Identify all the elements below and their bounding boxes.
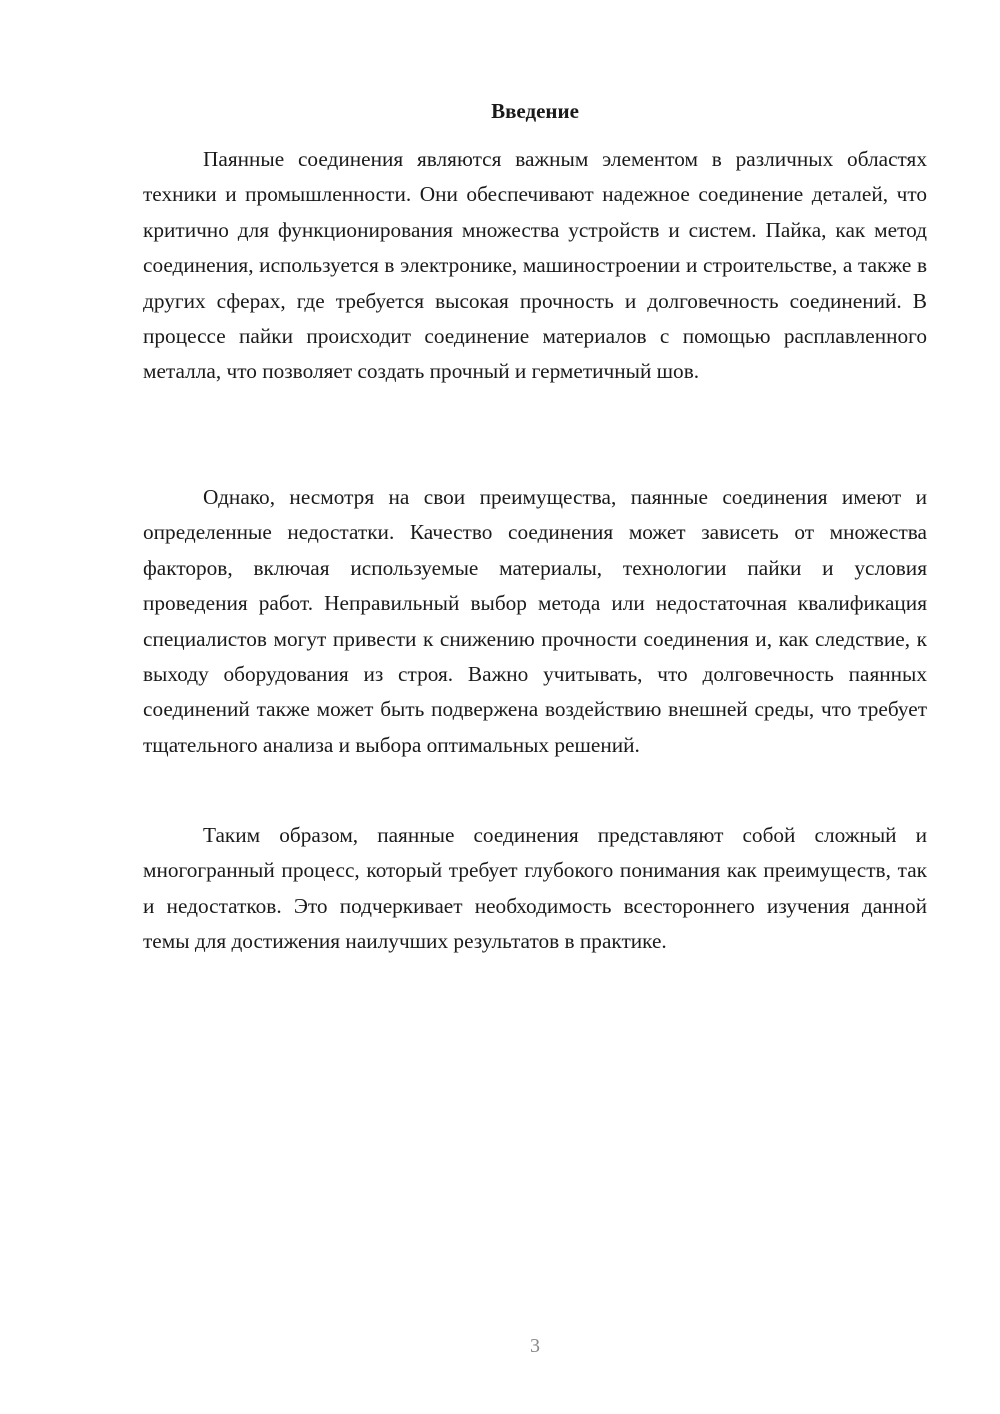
body-paragraph: Таким образом, паянные соединения представляют собой сложный и многогранный процесс, который требует глубокого понимания как преимуществ, так и недостатков. Это подчеркивает необходимость всестороннего изучения данной темы для достижения наилучших результатов в практике.: [143, 823, 927, 954]
body-paragraph: Паянные соединения являются важным элементом в различных областях техники и промышленности. Они обеспечивают надежное соединение деталей, что критично для функционирования множества устройств и систем. Пайка, как метод соединения, используется в электронике, машиностроении и строительстве, а также в других сферах, где требуется высокая прочность и долговечность соединений. В процессе пайки происходит соединение материалов с помощью расплавленного металла, что позволяет создать прочный и герметичный шов.: [143, 147, 927, 384]
page-number: 3: [530, 1335, 540, 1357]
section-title: Введение: [491, 99, 579, 123]
body-paragraph: Однако, несмотря на свои преимущества, паянные соединения имеют и определенные недостатки. Качество соединения может зависеть от множества факторов, включая используемые материалы, технологии пайки и условия проведения работ. Неправильный выбор метода или недостаточная квалификация специалистов могут привести к снижению прочности соединения и, как следствие, к выходу оборудования из строя. Важно учитывать, что долговечность паянных соединений также может быть подвержена воздействию внешней среды, что требует тщательного анализа и выбора оптимальных решений.: [143, 485, 927, 757]
